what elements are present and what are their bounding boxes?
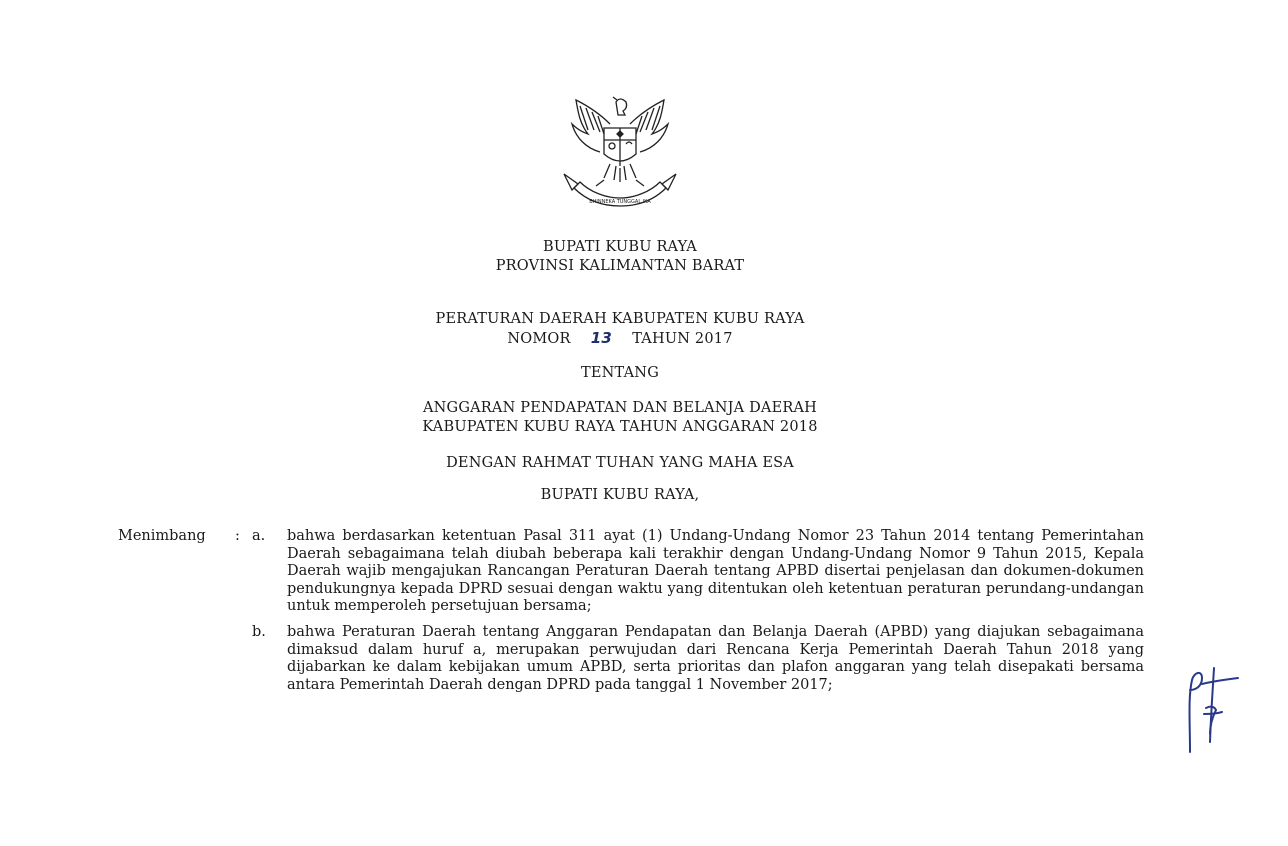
regulation-subject [0,399,1240,437]
invocation: DENGAN RAHMAT TUHAN YANG MAHA ESA [446,455,794,471]
handwritten-initials-signature [1180,662,1250,754]
regulation-title: PERATURAN DAERAH KABUPATEN KUBU RAYA [435,311,805,327]
nomor-label: NOMOR [507,331,571,347]
item-text: bahwa berdasarkan ketentuan Pasal 311 ayat (1) Undang-Undang Nomor 23 Tahun 2014 tentang Pemerintahan Daerah sebagaimana telah diubah beberapa kali terakhir dengan Undang-Undang Nomor 9 Tahun 2015, Kepala Daerah wajib mengajukan Rancangan Peraturan Daerah tentang APBD disertai penjelasan dan dokumen-dokumen pendukungnya kepada DPRD sesuai dengan waktu yang ditentukan oleh ketentuan peraturan perundang-undangan untuk memperoleh persetujuan bersama; [287,528,1144,615]
item-letter: a. [252,528,266,544]
issuer-title: BUPATI KUBU RAYA, [540,487,700,503]
tahun-label: TAHUN 2017 [632,331,733,347]
svg-text:BHINNEKA TUNGGAL IKA: BHINNEKA TUNGGAL IKA [589,199,651,205]
province-title: PROVINSI KALIMANTAN BARAT [495,258,745,274]
regulation-heading [0,310,1240,349]
item-letter: b. [252,624,266,640]
subject-line-1: ANGGARAN PENDAPATAN DAN BELANJA DAERAH [423,400,817,416]
regulation-number-line [0,329,1240,349]
nomor-handwritten-value: 13 [590,329,613,347]
garuda-emblem-icon [560,94,680,212]
office-header [0,238,1240,276]
considerations-label: Menimbang [118,528,206,544]
subject-line-2: KABUPATEN KUBU RAYA TAHUN ANGGARAN 2018 [422,419,818,435]
considerations-colon: : [235,528,240,544]
tentang-label: TENTANG [581,365,659,381]
office-title: BUPATI KUBU RAYA [543,239,697,255]
item-text: bahwa Peraturan Daerah tentang Anggaran Pendapatan dan Belanja Daerah (APBD) yang diajukan sebagaimana dimaksud dalam huruf a, merupakan perwujudan dari Rencana Kerja Pemerintah Daerah Tahun 2018 yang dijabarkan ke dalam kebijakan umum APBD, serta prioritas dan plafon anggaran yang telah disepakati bersama antara Pemerintah Daerah dengan DPRD pada tanggal 1 November 2017; [287,624,1144,693]
